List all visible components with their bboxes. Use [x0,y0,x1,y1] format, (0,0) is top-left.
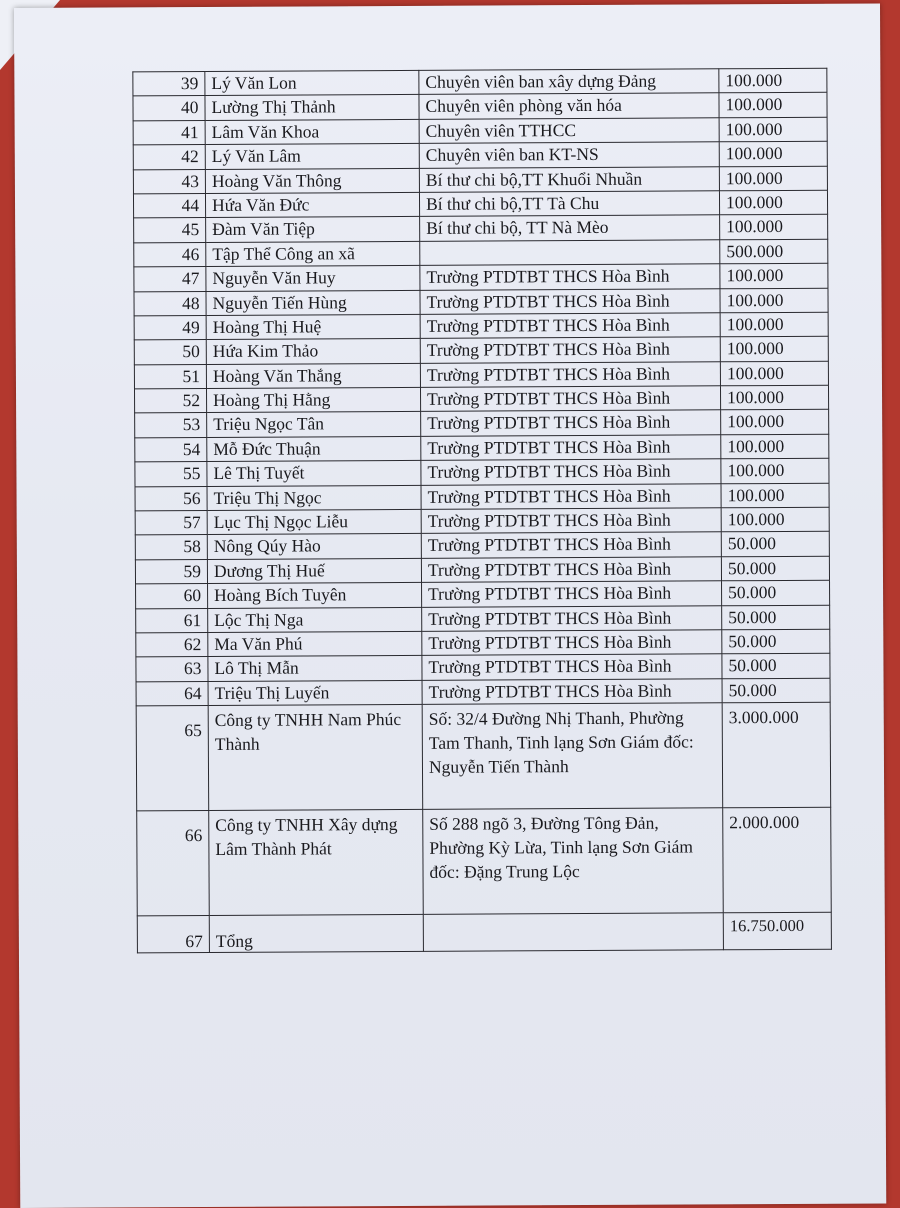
row-number: 43 [133,169,205,194]
table-row [134,337,828,365]
table-row [135,410,829,438]
row-name: Lý Văn Lon [205,70,419,96]
row-number: 42 [133,145,205,170]
table-row [134,215,828,243]
row-unit: Chuyên viên phòng văn hóa [419,93,719,119]
row-number: 47 [134,267,206,292]
table-row [137,912,831,953]
row-name: Lục Thị Ngọc Liễu [207,509,421,535]
row-unit [423,913,723,952]
row-amount: 100.000 [720,385,828,410]
row-number: 51 [134,364,206,389]
row-number: 67 [137,916,209,953]
row-number: 55 [135,462,207,487]
row-name: Lý Văn Lâm [205,144,419,170]
row-number: 57 [135,511,207,536]
row-number: 40 [133,96,205,121]
row-amount: 16.750.000 [723,912,831,950]
table-row [133,68,827,96]
row-unit: Trường PTDTBT THCS Hòa Bình [422,654,722,680]
row-number: 65 [136,706,209,811]
row-amount: 100.000 [720,263,828,288]
row-unit: Trường PTDTBT THCS Hòa Bình [422,605,722,631]
row-name: Lộc Thị Nga [208,607,422,633]
row-unit: Bí thư chi bộ,TT Khuổi Nhuần [419,166,719,192]
row-number: 39 [133,72,205,97]
row-amount: 100.000 [720,361,828,386]
row-amount: 50.000 [722,629,830,654]
row-unit: Trường PTDTBT THCS Hòa Bình [420,288,720,314]
row-amount: 100.000 [719,166,827,191]
row-name: Hoàng Văn Thông [205,168,419,194]
row-name: Nguyễn Văn Huy [206,266,420,292]
row-name: Hứa Văn Đức [205,192,419,218]
donation-table [132,68,832,954]
table-body [133,68,832,953]
row-name: Mỗ Đức Thuận [207,436,421,462]
row-number: 66 [137,811,210,916]
row-unit: Trường PTDTBT THCS Hòa Bình [420,337,720,363]
row-name: Công ty TNHH Nam Phúc Thành [208,705,423,811]
row-number: 45 [134,218,206,243]
row-name: Dương Thị Huế [207,558,421,584]
row-unit: Trường PTDTBT THCS Hòa Bình [421,557,721,583]
row-amount: 50.000 [722,580,830,605]
row-number: 56 [135,486,207,511]
row-name: Hoàng Thị Hằng [206,387,420,413]
row-unit: Số 288 ngõ 3, Đường Tông Đản, Phường Kỳ Lừa, Tinh lạng Sơn Giám đốc: Đặng Trung Lộc [423,808,724,915]
row-amount: 50.000 [721,556,829,581]
row-number: 64 [136,681,208,706]
row-amount: 100.000 [720,337,828,362]
row-amount: 100.000 [721,458,829,483]
table-row [136,605,830,633]
row-name: Công ty TNHH Xây dựng Lâm Thành Phát [209,810,424,916]
row-name: Lô Thị Mẫn [208,656,422,682]
row-name: Đàm Văn Tiệp [206,217,420,243]
row-amount: 100.000 [721,483,829,508]
table-row [136,702,831,811]
row-unit: Trường PTDTBT THCS Hòa Bình [421,435,721,461]
row-name: Hoàng Thị Huệ [206,314,420,340]
row-amount: 100.000 [719,190,827,215]
table-row [134,361,828,389]
row-amount: 100.000 [719,141,827,166]
row-unit: Chuyên viên ban KT-NS [419,142,719,168]
row-name: Hứa Kim Thảo [206,339,420,365]
table-row [134,263,828,291]
table-row [136,580,830,608]
row-unit: Trường PTDTBT THCS Hòa Bình [421,508,721,534]
row-unit: Trường PTDTBT THCS Hòa Bình [421,483,721,509]
row-unit: Trường PTDTBT THCS Hòa Bình [422,679,722,705]
table-row [137,807,832,916]
row-amount: 100.000 [719,68,827,93]
row-amount: 50.000 [721,532,829,557]
row-amount: 100.000 [721,434,829,459]
row-amount: 100.000 [719,93,827,118]
row-amount: 100.000 [719,117,827,142]
row-unit: Trường PTDTBT THCS Hòa Bình [421,459,721,485]
table-row [135,556,829,584]
row-name: Nguyễn Tiến Hùng [206,290,420,316]
row-amount: 50.000 [722,654,830,679]
row-unit: Trường PTDTBT THCS Hòa Bình [421,532,721,558]
row-number: 62 [136,632,208,657]
row-name: Hoàng Văn Thắng [206,363,420,389]
row-name: Lê Thị Tuyết [207,461,421,487]
table-row [135,483,829,511]
row-amount: 100.000 [720,312,828,337]
table-row [135,434,829,462]
row-unit: Bí thư chi bộ,TT Tà Chu [419,191,719,217]
table-row [136,654,830,682]
table-row [134,239,828,267]
row-unit: Số: 32/4 Đường Nhị Thanh, Phường Tam Thanh, Tinh lạng Sơn Giám đốc: Nguyễn Tiến Thành [422,703,723,810]
row-name: Tổng [209,915,423,953]
table-row [133,166,827,194]
table-row [135,532,829,560]
row-unit: Trường PTDTBT THCS Hòa Bình [422,630,722,656]
row-name: Lường Thị Thảnh [205,95,419,121]
row-amount: 3.000.000 [722,702,831,808]
row-name: Ma Văn Phú [208,631,422,657]
row-unit [420,240,720,266]
row-unit: Trường PTDTBT THCS Hòa Bình [420,264,720,290]
row-number: 44 [133,193,205,218]
row-unit: Trường PTDTBT THCS Hòa Bình [420,313,720,339]
row-number: 53 [135,413,207,438]
row-name: Hoàng Bích Tuyên [208,583,422,609]
table-row [134,288,828,316]
table-row [136,678,830,706]
row-amount: 50.000 [722,605,830,630]
row-name: Triệu Thị Ngọc [207,485,421,511]
row-amount: 100.000 [720,288,828,313]
row-amount: 100.000 [720,215,828,240]
row-number: 52 [134,389,206,414]
table-row [134,312,828,340]
row-unit: Trường PTDTBT THCS Hòa Bình [420,386,720,412]
row-number: 46 [134,242,206,267]
table-row [136,629,830,657]
row-number: 63 [136,657,208,682]
row-name: Tập Thể Công an xã [206,241,420,267]
document-page [14,3,886,1208]
row-unit: Trường PTDTBT THCS Hòa Bình [422,581,722,607]
row-name: Triệu Ngọc Tân [207,412,421,438]
row-number: 49 [134,315,206,340]
row-amount: 100.000 [721,507,829,532]
row-number: 50 [134,340,206,365]
table-row [135,458,829,486]
row-number: 41 [133,120,205,145]
row-amount: 50.000 [722,678,830,703]
row-amount: 100.000 [721,410,829,435]
row-unit: Trường PTDTBT THCS Hòa Bình [420,361,720,387]
row-unit: Chuyên viên ban xây dựng Đảng [419,69,719,95]
table-row [133,190,827,218]
row-unit: Chuyên viên TTHCC [419,118,719,144]
row-amount: 2.000.000 [723,807,832,913]
row-name: Triệu Thị Luyến [208,680,422,706]
row-name: Nông Qúy Hào [207,534,421,560]
row-number: 58 [135,535,207,560]
row-unit: Bí thư chi bộ, TT Nà Mèo [420,215,720,241]
table-row [134,385,828,413]
table-row [133,141,827,169]
row-amount: 500.000 [720,239,828,264]
row-number: 59 [135,559,207,584]
table-row [135,507,829,535]
row-number: 61 [136,608,208,633]
row-number: 54 [135,437,207,462]
row-unit: Trường PTDTBT THCS Hòa Bình [421,410,721,436]
row-name: Lâm Văn Khoa [205,119,419,145]
table-row [133,93,827,121]
row-number: 48 [134,291,206,316]
row-number: 60 [136,584,208,609]
table-row [133,117,827,145]
